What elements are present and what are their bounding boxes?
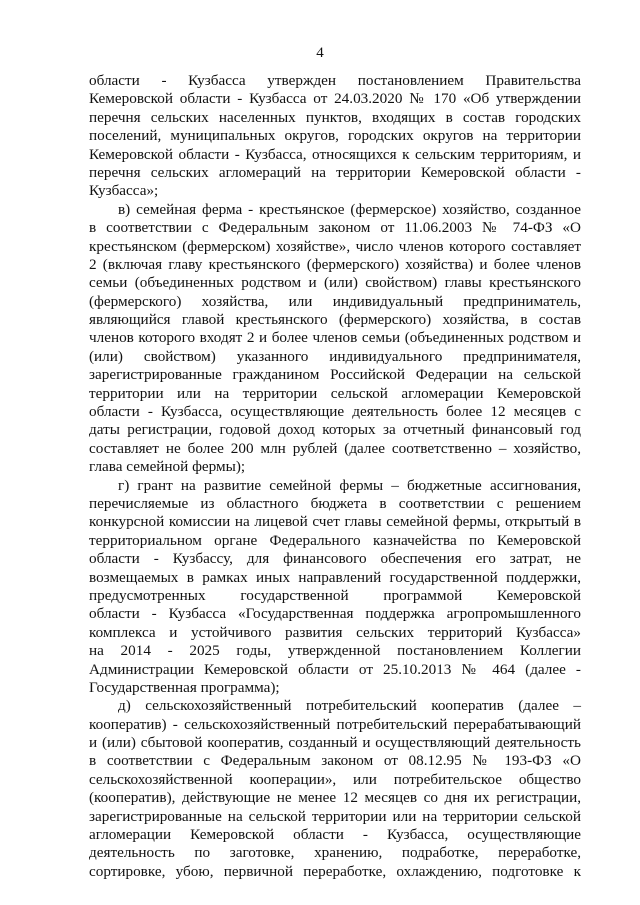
text-line: сельскохозяйственной кооперации», или потребительское общество — [89, 770, 581, 788]
text-line: в) семейная ферма - крестьянское (фермерское) хозяйство, созданное — [118, 200, 581, 218]
text-line: в соответствии с Федеральным законом от 08.12.95 № 193-ФЗ «О — [89, 752, 581, 770]
text-line: на 2014 - 2025 годы, утвержденной постановлением Коллегии — [89, 642, 581, 660]
text-line: Кемеровской области - Кузбасса от 24.03.2020 № 170 «Об утверждении — [89, 90, 581, 108]
text-line: возмещаемых в рамках иных направлений государственной поддержки, — [89, 568, 581, 586]
text-line: перечня сельских агломераций на территории Кемеровской области - — [89, 163, 581, 181]
text-line: деятельность по заготовке, хранению, подработке, переработке, — [89, 844, 581, 862]
text-line: кооператив) - сельскохозяйственный потребительский перерабатывающий — [89, 715, 581, 733]
text-line: поселений, муниципальных округов, городских округов на территории — [89, 127, 581, 145]
text-line: территориальном органе Федерального казначейства по Кемеровской — [89, 531, 581, 549]
text-line: области - Кузбасса «Государственная поддержка агропромышленного — [89, 605, 581, 623]
text-line: (фермерского) хозяйства, или индивидуальный предприниматель, — [89, 292, 581, 310]
text-line: Кузбасса»; — [89, 182, 159, 200]
text-line: области - Кузбасса, осуществляющие деятельность более 12 месяцев с — [89, 403, 581, 421]
text-line: Государственная программа); — [89, 678, 280, 696]
page-number: 4 — [316, 45, 324, 61]
text-line: Кемеровской области - Кузбасса, относящихся к сельским территориям, и — [89, 145, 581, 163]
text-line: зарегистрированные гражданином Российской Федерации на сельской — [89, 366, 581, 384]
text-line: зарегистрированные на сельской территории или на территории сельской — [89, 807, 581, 825]
text-line: (или) свойством) указанного индивидуального предпринимателя, — [89, 347, 581, 365]
text-line: членов которого входят 2 и более членов семьи (объединенных родством и — [89, 329, 581, 347]
text-line: семьи (объединенных родством и (или) свойством) главы крестьянского — [89, 274, 581, 292]
text-line: 2 (включая главу крестьянского (фермерского) хозяйства) и более членов — [89, 255, 581, 273]
text-line: территории или на территории сельской агломерации Кемеровской — [89, 384, 581, 402]
body-text — [89, 72, 581, 881]
text-line: крестьянском (фермерском) хозяйстве», число членов которого составляет — [89, 237, 581, 255]
text-line: г) грант на развитие семейной фермы – бюджетные ассигнования, — [118, 476, 581, 494]
text-line: (кооператив), действующие не менее 12 месяцев со дня их регистрации, — [89, 789, 581, 807]
text-line: предусмотренных государственной программой Кемеровской — [89, 586, 581, 604]
text-line: области - Кузбасса утвержден постановлением Правительства — [89, 72, 581, 89]
text-line: комплекса и устойчивого развития сельских территорий Кузбасса» — [89, 623, 581, 641]
text-line: Администрации Кемеровской области от 25.10.2013 № 464 (далее - — [89, 660, 581, 678]
text-line: области - Кузбассу, для финансового обеспечения его затрат, не — [89, 550, 581, 568]
text-line: являющийся главой крестьянского (фермерского) хозяйства, в состав — [89, 311, 581, 329]
text-line: перечисляемые из областного бюджета в соответствии с решением — [89, 494, 581, 512]
text-line: д) сельскохозяйственный потребительский кооператив (далее – — [118, 697, 581, 715]
text-line: сортировке, убою, первичной переработке, охлаждению, подготовке к — [89, 862, 581, 880]
text-line: составляет не более 200 млн рублей (далее соответственно – хозяйство, — [89, 439, 581, 457]
text-line: агломерации Кемеровской области - Кузбасса, осуществляющие — [89, 826, 581, 844]
text-line: в соответствии с Федеральным законом от 11.06.2003 № 74-ФЗ «О — [89, 219, 581, 237]
text-line: и (или) сбытовой кооператив, созданный и осуществляющий деятельность — [89, 734, 581, 752]
text-line: перечня сельских населенных пунктов, входящих в состав городских — [89, 108, 581, 126]
text-line: глава семейной фермы); — [89, 458, 246, 476]
text-line: конкурсной комиссии на лицевой счет главы семейной фермы, открытый в — [89, 513, 581, 531]
text-line: даты регистрации, годовой доход которых за отчетный финансовый год — [89, 421, 581, 439]
